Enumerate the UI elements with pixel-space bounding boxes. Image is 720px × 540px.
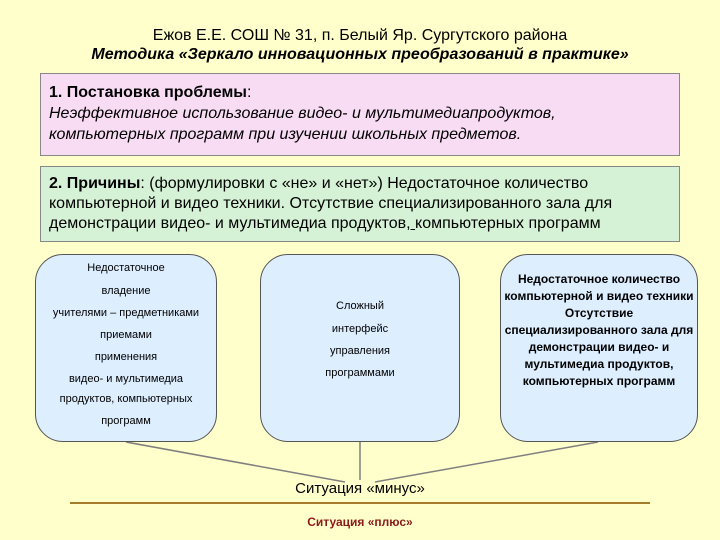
problem-text-line2: компьютерных программ при изучении школьных предметов. [49, 126, 522, 143]
middle-line-3: управления [330, 345, 390, 357]
author-line: Ежов Е.Е. СОШ № 31, п. Белый Яр. Сургутского района [152, 27, 568, 44]
left-line-5: применения [94, 351, 158, 363]
causes-line2: компьютерной и видео техники. Отсутствие специализированного зала для [49, 195, 613, 212]
left-line-1: Недостаточное [87, 262, 165, 274]
causes-line3-comma: , [406, 215, 416, 232]
situation-minus: Ситуация «минус» [295, 480, 425, 497]
left-line-2: владение [101, 285, 151, 297]
methodology-title: Методика «Зеркало инновационных преобразований в практике» [91, 46, 629, 63]
left-line-3: учителями – предметниками [52, 307, 200, 319]
causes-line3-a: демонстрации видео- и мультимедиа продуктов [49, 215, 407, 232]
connector-left [126, 442, 345, 482]
problem-colon: : [246, 84, 252, 101]
problem-text-line1: Неэффективное использование видео- и мультимедиапродуктов, [49, 105, 556, 122]
cause-box-teachers [35, 254, 217, 442]
causes-title: 2. Причины [49, 175, 141, 192]
middle-line-1: Сложный [336, 300, 384, 312]
middle-line-2: интерфейс [331, 323, 389, 335]
left-line-6: видео- и мультимедиа [68, 373, 184, 385]
problem-title: 1. Постановка проблемы [49, 84, 247, 101]
left-line-7: продуктов, компьютерных [59, 393, 193, 405]
causes-line1-rest: : (формулировки с «не» и «нет») Недостаточное количество [140, 175, 589, 192]
left-line-8: программ [101, 415, 151, 427]
cause-box-equipment: Недостаточное количество компьютерной и видео техники Отсутствие специализированного зала для демонстрации видео- и мультимедиа продуктов, компьютерных программ [500, 254, 698, 442]
divider-rule [70, 502, 650, 504]
situation-plus: Ситуация «плюс» [307, 515, 413, 529]
left-line-4: приемами [100, 329, 152, 341]
cause-box-interface [260, 254, 460, 442]
middle-line-4: программами [325, 367, 395, 379]
connector-right [375, 442, 598, 482]
causes-line3-b: компьютерных программ [415, 215, 601, 232]
